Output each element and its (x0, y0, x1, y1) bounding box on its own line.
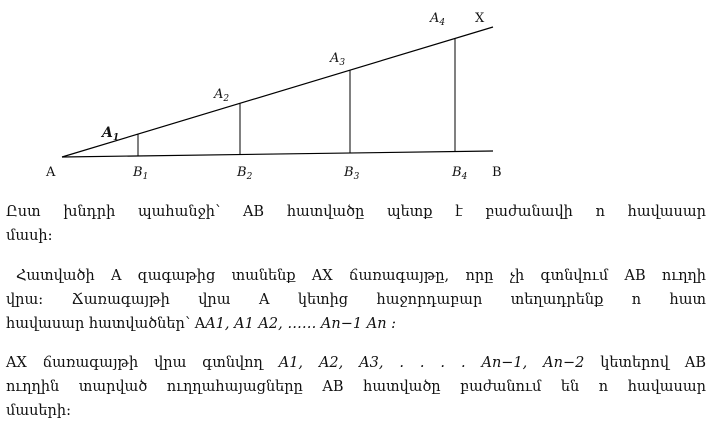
paragraph-3 (6, 351, 706, 423)
paragraph-2-line-2: վրա: Ճառագայթի վրա A կետից հաջորդաբար տեղադրենք n հատ (6, 292, 706, 308)
label-x: X (475, 11, 485, 26)
label-b2: $B_2$ (237, 165, 253, 182)
paragraph-2 (6, 264, 706, 336)
paragraph-2-line-3-text: հավասար հատվածներ՝ A (6, 316, 206, 332)
segment-sequence: A1, A1 A2, …… An−1 An : (205, 316, 397, 332)
paragraph-1 (6, 200, 706, 248)
label-b3: $B_3$ (344, 165, 360, 182)
label-a2: $A_2$ (214, 87, 230, 104)
paragraph-3-line-1-text: AX ճառագայթի վրա գտնվող (6, 355, 263, 371)
label-a: A (46, 165, 56, 180)
label-a4: $A_4$ (430, 11, 446, 28)
point-sequence: A1, A2, A3, . . . . An−1, An−2 (278, 355, 585, 371)
segment-ab (62, 151, 493, 157)
ray-ax (62, 27, 493, 157)
label-a3: $A_3$ (330, 51, 346, 68)
paragraph-2-line-1: Հատվածի A զագաթից տանենք AX ճառագայթը, որը չի գտնվում AB ուղղի (16, 268, 706, 284)
paragraph-1-line-1: Ըստ խնդրի պահանջի՝ AB հատվածը պետք է բաժանավի n հավասար (6, 204, 706, 220)
label-b: B (492, 165, 502, 180)
geometry-figure (0, 0, 710, 185)
paragraph-3-line-1-end: կետերով AB (600, 355, 707, 371)
paragraph-2-line-3 (6, 312, 706, 336)
label-a1: $A_1$ (102, 125, 120, 143)
label-b4: $B_4$ (452, 165, 468, 182)
paragraph-3-line-1 (6, 351, 706, 375)
paragraph-3-line-2: ուղղին տարված ուղղահայացները AB հատվածը բաժանում են n հավասար (6, 379, 706, 395)
label-b1: $B_1$ (133, 165, 149, 182)
paragraph-1-line-2: մասի: (6, 228, 53, 244)
paragraph-3-line-3: մասերի: (6, 403, 71, 419)
